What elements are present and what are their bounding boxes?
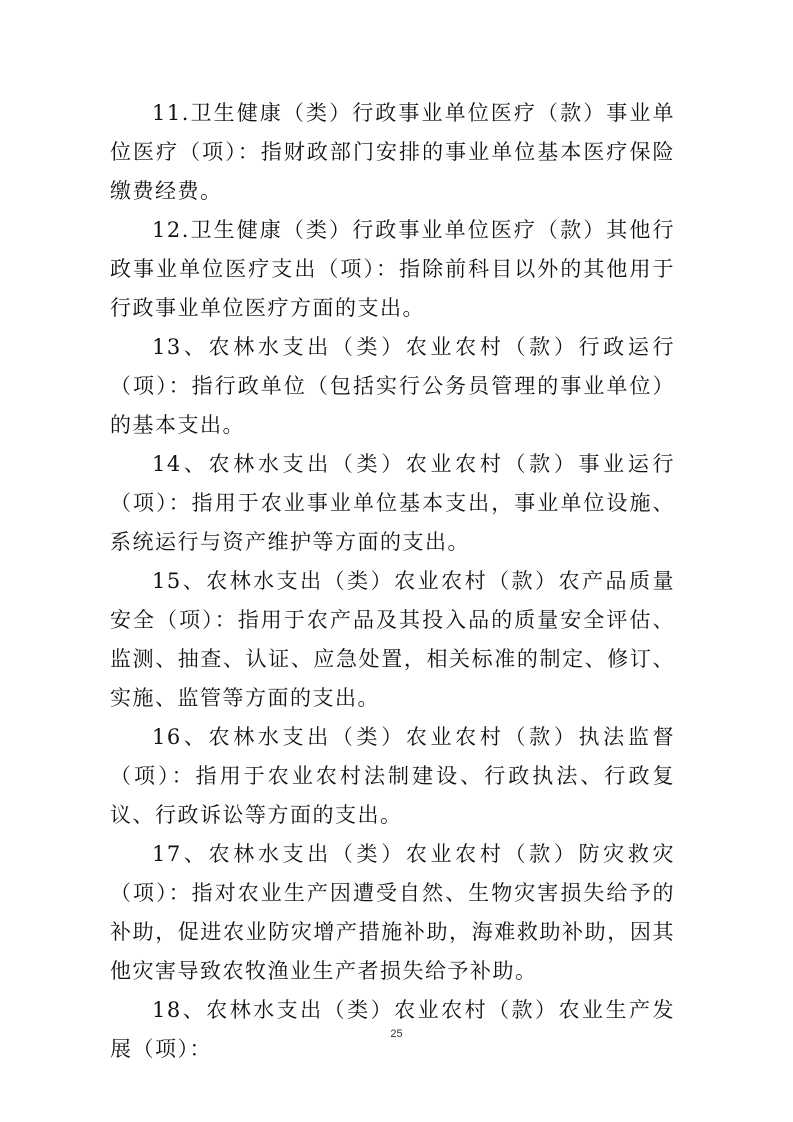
paragraph-14: 14、农林水支出（类）农业农村（款）事业运行（项）：指用于农业事业单位基本支出，事业单位设施、系统运行与资产维护等方面的支出。 xyxy=(110,452,675,554)
paragraph-18: 18、农林水支出（类）农业农村（款）农业生产发展（项）： xyxy=(110,998,675,1061)
paragraph-16: 16、农林水支出（类）农业农村（款）执法监督（项）：指用于农业农村法制建设、行政执法、行政复议、行政诉讼等方面的支出。 xyxy=(110,725,675,827)
paragraph-17: 17、农林水支出（类）农业农村（款）防灾救灾（项）：指对农业生产因遭受自然、生物灾害损失给予的补助，促进农业防灾增产措施补助，海难救助补助，因其他灾害导致农牧渔业生产者损失给予补助。 xyxy=(110,842,675,983)
paragraph-13: 13、农林水支出（类）农业农村（款）行政运行（项）：指行政单位（包括实行公务员管理的事业单位）的基本支出。 xyxy=(110,335,675,437)
document-body xyxy=(110,94,675,1069)
paragraph-12: 12.卫生健康（类）行政事业单位医疗（款）其他行政事业单位医疗支出（项）：指除前科目以外的其他用于行政事业单位医疗方面的支出。 xyxy=(110,218,675,320)
paragraph-15: 15、农林水支出（类）农业农村（款）农产品质量安全（项）：指用于农产品及其投入品的质量安全评估、监测、抽查、认证、应急处置，相关标准的制定、修订、实施、监管等方面的支出。 xyxy=(110,569,675,710)
page-number: 25 xyxy=(390,1028,403,1040)
paragraph-11: 11.卫生健康（类）行政事业单位医疗（款）事业单位医疗（项）：指财政部门安排的事业单位基本医疗保险缴费经费。 xyxy=(110,101,675,203)
